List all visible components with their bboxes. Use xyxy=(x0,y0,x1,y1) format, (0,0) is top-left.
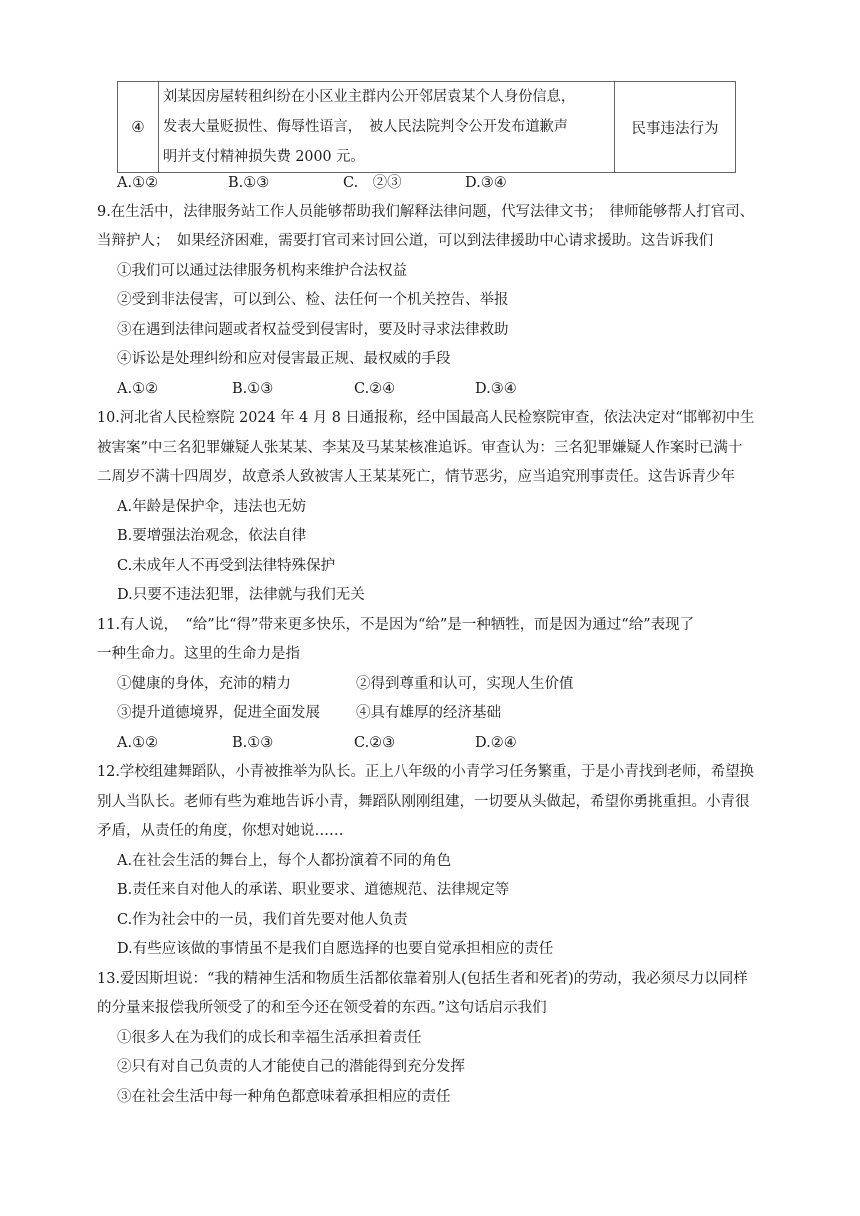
q10-stem: 二周岁不满十四周岁，故意杀人致被害人王某某死亡，情节恶劣，应当追究刑事责任。这告诉青少年 xyxy=(97,469,735,485)
q11-item: ③提升道德境界，促进全面发展 xyxy=(117,705,320,721)
q13-stem: 的分量来报偿我所领受了的和至今还在领受着的东西。”这句话启示我们 xyxy=(97,1000,547,1016)
case-table xyxy=(117,81,736,173)
q13-stem: 13.爱因斯坦说：“我的精神生活和物质生活都依靠着别人(包括生者和死者)的劳动，我必须尽力以同样 xyxy=(97,971,748,987)
q8-option-c: C. ②③ xyxy=(343,175,402,191)
q12-stem: 矛盾，从责任的角度，你想对她说…… xyxy=(97,823,344,839)
q10-option-c: C.未成年人不再受到法律特殊保护 xyxy=(117,558,336,574)
q11-option-d: D.②④ xyxy=(475,735,517,751)
q10-option-b: B.要增强法治观念，依法自律 xyxy=(117,528,307,544)
table-row xyxy=(118,82,736,173)
q10-option-d: D.只要不违法犯罪，法律就与我们无关 xyxy=(117,587,365,603)
case-desc-line: 发表大量贬损性、侮辱性语言， 被人民法院判令公开发布道歉声 xyxy=(163,119,568,135)
q13-item: ②只有对自己负责的人才能使自己的潜能得到充分发挥 xyxy=(117,1059,465,1075)
case-description xyxy=(159,82,615,173)
q12-option-a: A.在社会生活的舞台上，每个人都扮演着不同的角色 xyxy=(117,853,452,869)
q10-stem: 被害案”中三名犯罪嫌疑人张某某、李某及马某某核准追诉。审查认为：三名犯罪嫌疑人作案时已满十 xyxy=(97,440,743,456)
q11-option-a: A.①② xyxy=(117,735,159,751)
q8-option-b: B.①③ xyxy=(228,175,270,191)
q8-option-d: D.③④ xyxy=(465,175,507,191)
q11-item: ④具有雄厚的经济基础 xyxy=(356,705,501,721)
q12-option-c: C.作为社会中的一员，我们首先要对他人负责 xyxy=(117,912,408,928)
q9-stem: 9.在生活中，法律服务站工作人员能够帮助我们解释法律问题，代写法律文书； 律师能够帮人打官司、 xyxy=(97,204,755,220)
q9-option-d: D.③④ xyxy=(475,381,517,397)
q11-option-c: C.②③ xyxy=(354,735,396,751)
q11-stem: 一种生命力。这里的生命力是指 xyxy=(97,646,300,662)
q9-option-c: C.②④ xyxy=(354,381,396,397)
q13-item: ①很多人在为我们的成长和幸福生活承担着责任 xyxy=(117,1030,422,1046)
q9-option-b: B.①③ xyxy=(232,381,274,397)
q9-stem: 当辩护人； 如果经济困难，需要打官司来讨回公道，可以到法律援助中心请求援助。这告诉我们 xyxy=(97,233,714,249)
q12-stem: 别人当队长。老师有些为难地告诉小青，舞蹈队刚刚组建，一切要从头做起，希望你勇挑重担。小青很 xyxy=(97,794,750,810)
q10-option-a: A.年龄是保护伞，违法也无妨 xyxy=(117,499,307,515)
q9-item: ③在遇到法律问题或者权益受到侵害时，要及时寻求法律救助 xyxy=(117,322,509,338)
q8-option-a: A.①② xyxy=(117,175,159,191)
case-desc-line: 明并支付精神损失费 2000 元。 xyxy=(163,149,365,165)
q9-item: ①我们可以通过法律服务机构来维护合法权益 xyxy=(117,263,407,279)
q13-item: ③在社会生活中每一种角色都意味着承担相应的责任 xyxy=(117,1089,451,1105)
q10-stem: 10.河北省人民检察院 2024 年 4 月 8 日通报称，经中国最高人民检察院审查，依法决定对“邯郸初中生 xyxy=(97,410,755,426)
q11-item: ①健康的身体，充沛的精力 xyxy=(117,676,291,692)
q11-option-b: B.①③ xyxy=(232,735,274,751)
case-desc-line: 刘某因房屋转租纠纷在小区业主群内公开邻居袁某个人身份信息， xyxy=(163,89,576,105)
case-number: ④ xyxy=(118,82,159,173)
q12-option-d: D.有些应该做的事情虽不是我们自愿选择的也要自觉承担相应的责任 xyxy=(117,941,554,957)
q12-stem: 12.学校组建舞蹈队，小青被推举为队长。正上八年级的小青学习任务繁重，于是小青找到老师，希望换 xyxy=(97,764,755,780)
q12-option-b: B.责任来自对他人的承诺、职业要求、道德规范、法律规定等 xyxy=(117,882,510,898)
q11-stem: 11.有人说， “给”比“得”带来更多快乐，不是因为“给”是一种牺牲，而是因为通过“给”表现了 xyxy=(97,617,695,633)
case-verdict: 民事违法行为 xyxy=(615,82,736,173)
q11-item: ②得到尊重和认可，实现人生价值 xyxy=(356,676,574,692)
q9-option-a: A.①② xyxy=(117,381,159,397)
q9-item: ②受到非法侵害，可以到公、检、法任何一个机关控告、举报 xyxy=(117,292,509,308)
q9-item: ④诉讼是处理纠纷和应对侵害最正规、最权威的手段 xyxy=(117,351,451,367)
